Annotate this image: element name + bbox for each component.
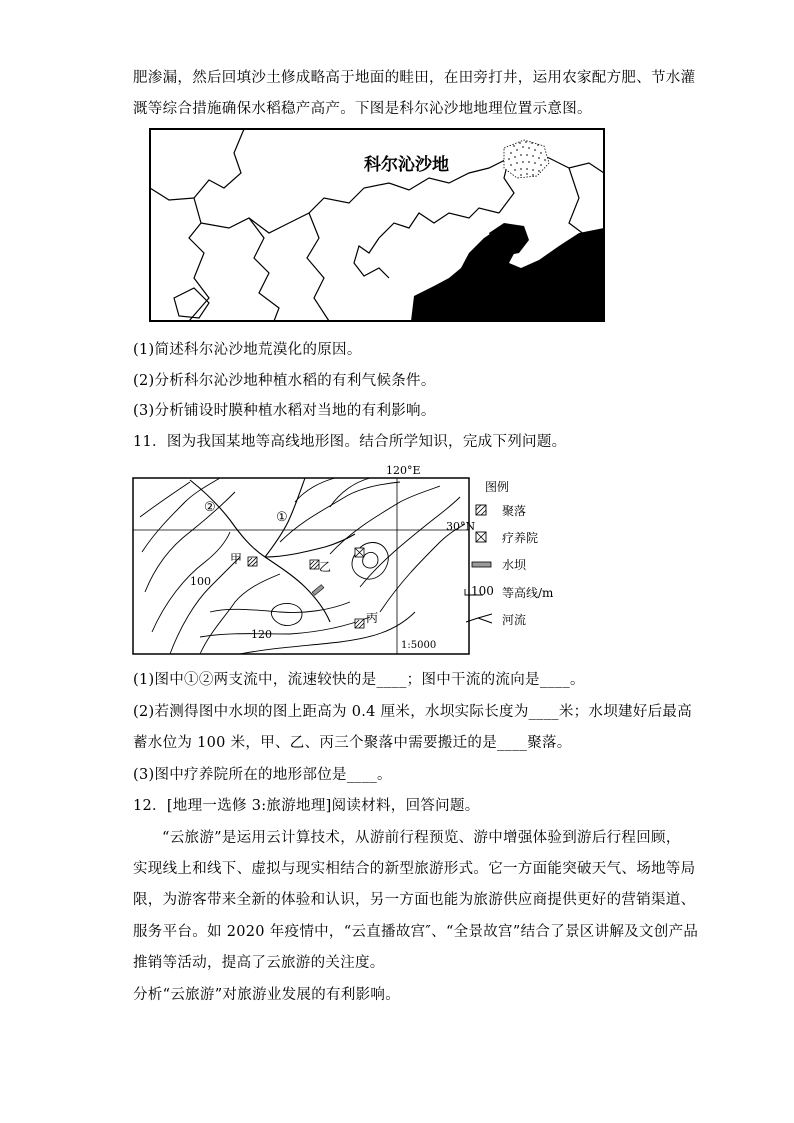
contour-label-100: 100	[190, 575, 211, 588]
village-jia: 甲	[230, 552, 243, 566]
q11-part2-line2: 蓄水位为 100 米，甲、乙、丙三个聚落中需要搬迁的是____聚落。	[133, 735, 572, 751]
legend-contour-value: 100	[471, 584, 494, 598]
q12-para-line-5: 推销等活动，提高了云旅游的关注度。	[133, 955, 385, 971]
longitude-label: 120°E	[386, 464, 421, 477]
q12-question: 分析“云旅游”对旅游业发展的有利影响。	[133, 987, 401, 1003]
horqin-location-map	[149, 128, 605, 322]
q12-para-line-2: 实现线上和线下、虚拟与现实相结合的新型旅游形式。它一方面能突破天气、场地等局	[133, 861, 696, 877]
tributary-1-label: ①	[276, 510, 288, 525]
intro-line-1: 肥渗漏，然后回填沙土修成略高于地面的畦田，在田旁打井，运用农家配方肥、节水灌	[133, 70, 696, 86]
q11-part1: (1)图中①②两支流中，流速较快的是____；图中干流的流向是____。	[133, 672, 585, 688]
q11-part3: (3)图中疗养院所在的地形部位是____。	[133, 767, 392, 783]
legend-sanatorium: 疗养院	[502, 531, 539, 545]
village-bing: 丙	[366, 611, 379, 625]
intro-line-2: 溉等综合措施确保水稻稳产高产。下图是科尔沁沙地地理位置示意图。	[133, 101, 592, 117]
contour-label-120: 120	[251, 628, 272, 641]
q12-para-line-3: 限，为游客带来全新的体验和认识，另一方面也能为旅游供应商提供更好的营销渠道、	[133, 892, 696, 908]
q12-para-line-1: “云旅游”是运用云计算技术，从游前行程预览、游中增强体验到游后行程回顾，	[162, 830, 681, 846]
legend-dam: 水坝	[502, 558, 527, 572]
map-scale: 1:5000	[401, 640, 437, 651]
settlement-icon	[474, 503, 488, 517]
q11-part2-line1: (2)若测得图中水坝的图上距高为 0.4 厘米，水坝实际长度为____米；水坝建好后最高	[133, 704, 693, 720]
sanatorium-icon	[474, 530, 488, 544]
dam-icon	[470, 560, 494, 570]
river-icon	[464, 612, 494, 626]
legend-contour: 等高线/m	[502, 586, 554, 600]
q12-para-line-4: 服务平台。如 2020 年疫情中，“云直播故宫″、“全景故宫”结合了景区讲解及文创产品	[133, 924, 699, 940]
latitude-label: 30°N	[446, 520, 476, 533]
q12-stem: 12．[地理一选修 3:旅游地理]阅读材料，回答问题。	[133, 798, 480, 814]
q10-part1: (1)简述科尔沁沙地荒漠化的原因。	[133, 342, 362, 358]
q11-stem: 11．图为我国某地等高线地形图。结合所学知识，完成下列问题。	[133, 434, 567, 450]
tributary-2-label: ②	[204, 500, 216, 515]
village-yi: 乙	[319, 560, 332, 574]
q10-part3: (3)分析铺设时膜种植水稻对当地的有利影响。	[133, 403, 436, 419]
legend-settlement: 聚落	[502, 504, 527, 518]
legend-title: 图例	[485, 480, 510, 494]
map-label-horqin: 科尔沁沙地	[364, 155, 449, 175]
q10-part2: (2)分析科尔沁沙地种植水稻的有利气候条件。	[133, 373, 436, 389]
contour-map	[130, 462, 472, 656]
legend-river: 河流	[502, 613, 527, 627]
